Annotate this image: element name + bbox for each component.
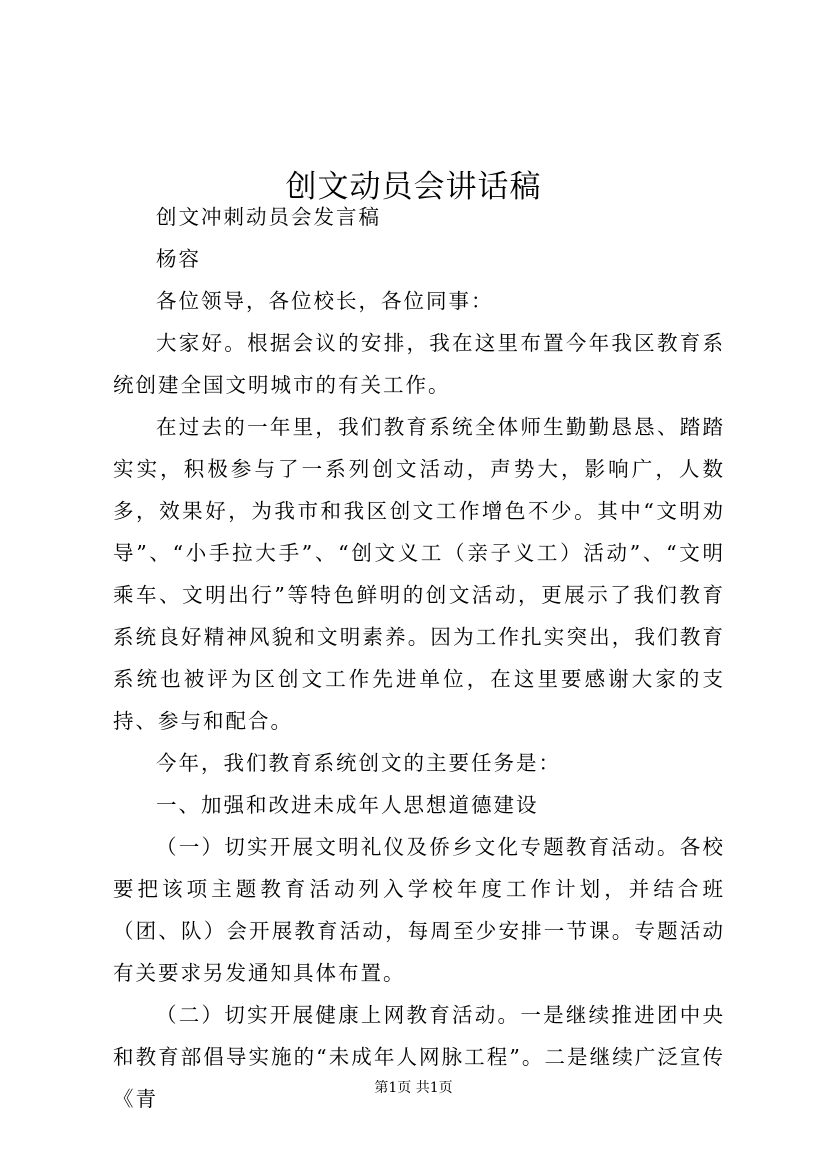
document-body bbox=[113, 196, 725, 1120]
paragraph-section-heading: 一、加强和改进未成年人思想道德建设 bbox=[156, 793, 539, 817]
paragraph-review: 在过去的一年里，我们教育系统全体师生勤勤恳恳、踏踏实实，积极参与了一系列创文活动，声势大，影响广，人数多，效果好，为我市和我区创文工作增色不少。其中“文明劝导”、“小手拉大手”、“创文义工（亲子义工）活动”、“文明乘车、文明出行”等特色鲜明的创文活动，更展示了我们教育系统良好精神风貌和文明素养。因为工作扎实突出，我们教育系统也被评为区创文工作先进单位，在这里要感谢大家的支持、参与和配合。 bbox=[113, 415, 725, 733]
page-footer: 第1页 共1页 bbox=[374, 1080, 453, 1096]
paragraph-greeting: 大家好。根据会议的安排，我在这里布置今年我区教育系统创建全国文明城市的有关工作。 bbox=[113, 331, 725, 397]
paragraph-salutation: 各位领导，各位校长，各位同事： bbox=[156, 289, 494, 313]
paragraph-item-2: （二）切实开展健康上网教育活动。一是继续推进团中央和教育部倡导实施的“未成年人网脉工程”。二是继续广泛宣传《青 bbox=[113, 1003, 725, 1111]
paragraph-author: 杨容 bbox=[156, 247, 201, 271]
document-title: 创文动员会讲话稿 bbox=[285, 168, 542, 205]
paragraph-tasks-intro: 今年，我们教育系统创文的主要任务是： bbox=[156, 751, 561, 775]
paragraph-subtitle: 创文冲刺动员会发言稿 bbox=[156, 205, 381, 229]
paragraph-item-1: （一）切实开展文明礼仪及侨乡文化专题教育活动。各校要把该项主题教育活动列入学校年度工作计划，并结合班（团、队）会开展教育活动，每周至少安排一节课。专题活动有关要求另发通知具体布置。 bbox=[113, 835, 725, 985]
